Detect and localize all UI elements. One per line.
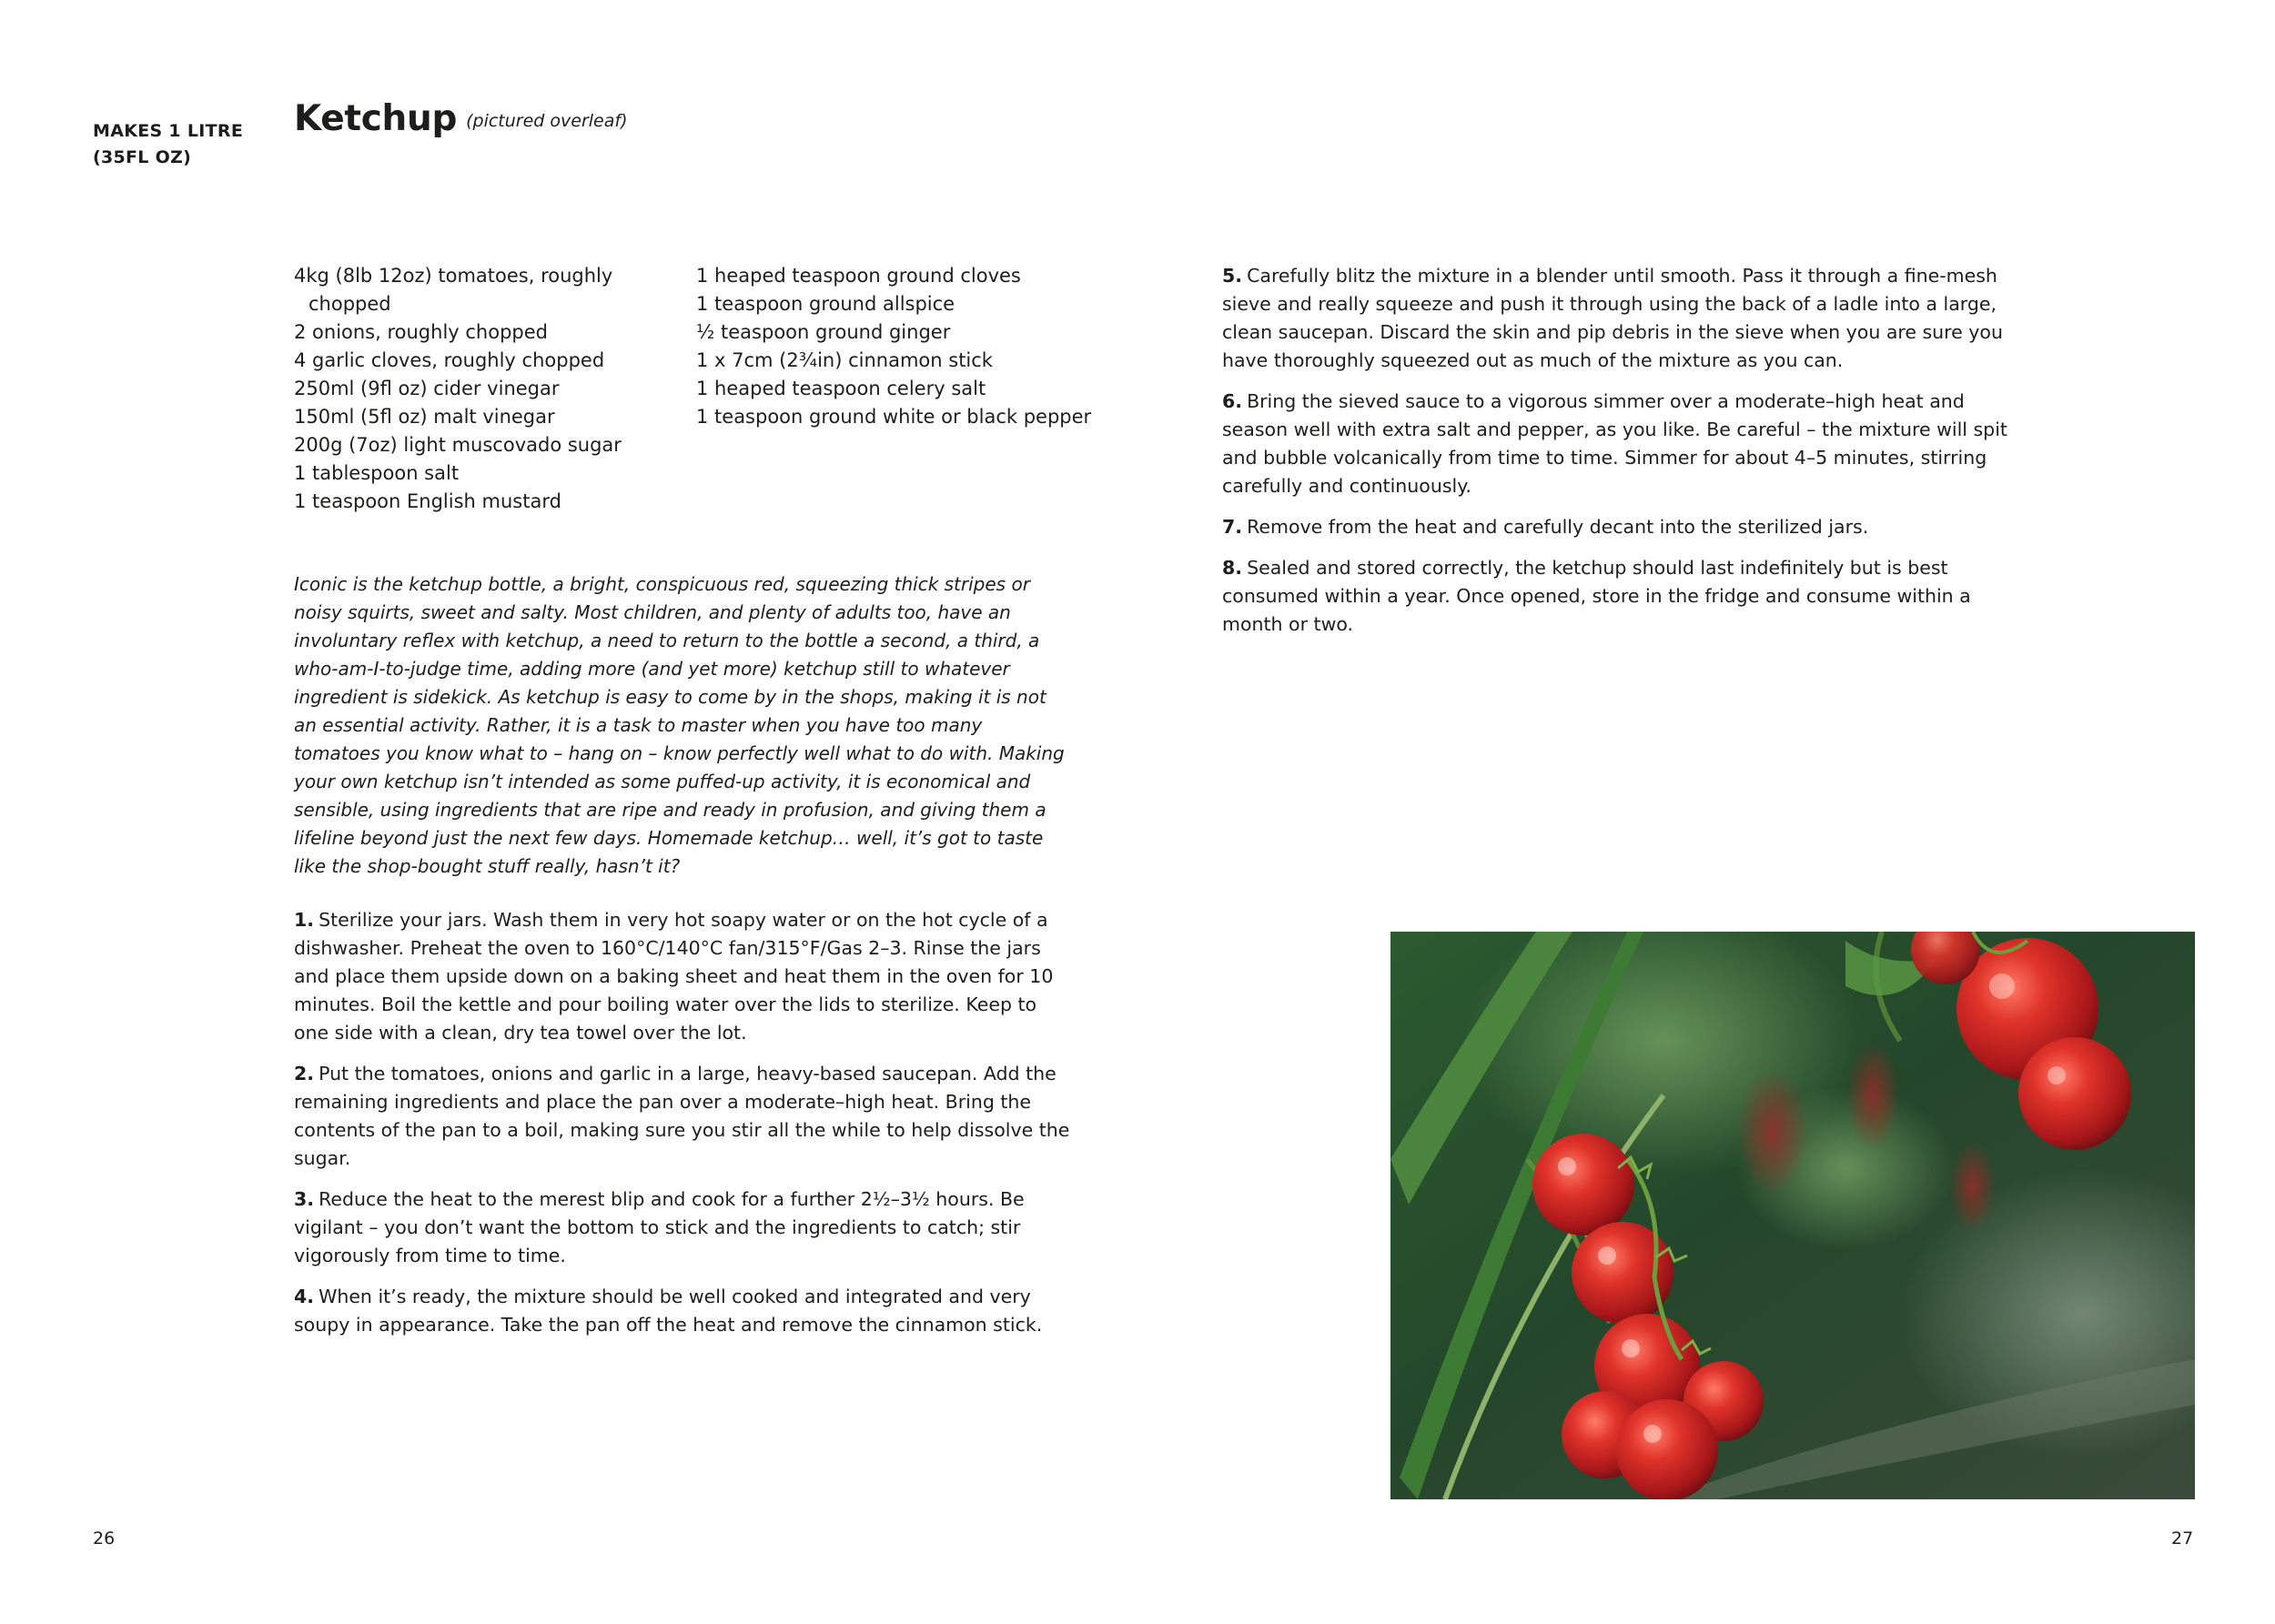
method-steps-right	[1222, 262, 2014, 651]
ingredient-item: 4 garlic cloves, roughly chopped	[294, 349, 605, 371]
ingredient-item: 1 heaped teaspoon celery salt	[696, 378, 986, 399]
title-row	[294, 98, 627, 139]
yield-line-1: MAKES 1 LITRE	[93, 121, 244, 141]
ingredient-item: 4kg (8lb 12oz) tomatoes, roughly chopped	[294, 265, 613, 315]
step-text: Remove from the heat and carefully decant into the sterilized jars.	[1247, 516, 1869, 538]
ingredient-item: 200g (7oz) light muscovado sugar	[294, 434, 622, 456]
ingredient-item: 2 onions, roughly chopped	[294, 321, 548, 343]
page-number-left: 26	[93, 1528, 116, 1548]
step-text: Sealed and stored correctly, the ketchup should last indefinitely but is best consumed within a year. Once opened, store in the fridge and consume within a month or two.	[1222, 557, 1971, 635]
tomato-vine-photo	[1390, 932, 2195, 1499]
step-text: Sterilize your jars. Wash them in very hot soapy water or on the hot cycle of a dishwasher. Preheat the oven to 160°C/140°C fan/315°F/Gas 2–3. Rinse the jars and place them upside down on a baking sheet and heat them in the oven for 10 minutes. Boil the kettle and pour boiling water over the lids to sterilize. Keep to one side with a clean, dry tea towel over the lot.	[294, 909, 1054, 1044]
step-text: Put the tomatoes, onions and garlic in a large, heavy-based saucepan. Add the remaining ingredients and place the pan over a moderate–high heat. Bring the contents of the pan to a boil, making sure you stir all the while to help dissolve the sugar.	[294, 1063, 1070, 1169]
method-steps-left	[294, 906, 1072, 1352]
intro-paragraph: Iconic is the ketchup bottle, a bright, conspicuous red, squeezing thick stripes or noisy squirts, sweet and salty. Most children, and plenty of adults too, have an involuntary reflex with ketchup, a need to return to the bottle a second, a third, a who-am-I-to-judge time, adding more (and yet more) ketchup still to whatever ingredient is sidekick. As ketchup is easy to come by in the shops, making it is not an essential activity. Rather, it is a task to master when you have too many tomatoes you know what to – hang on – know perfectly well what to do with. Making your own ketchup isn’t intended as some puffed-up activity, it is economical and sensible, using ingredients that are ripe and ready in profusion, and giving them a lifeline beyond just the next few days. Homemade ketchup… well, it’s got to taste like the shop-bought stuff really, hasn’t it?	[294, 573, 1065, 877]
method-step	[294, 1185, 1072, 1270]
method-step	[1222, 262, 2014, 375]
ingredient-item: 1 tablespoon salt	[294, 462, 460, 484]
tomato-vine-illustration	[1390, 932, 2195, 1499]
ingredient-item: 150ml (5fl oz) malt vinegar	[294, 406, 555, 428]
step-number: 6.	[1222, 390, 1243, 412]
ingredients-column-1	[294, 262, 640, 516]
ingredient-item: ½ teaspoon ground ginger	[696, 321, 951, 343]
ingredient-item: 1 x 7cm (2¾in) cinnamon stick	[696, 349, 993, 371]
step-text: When it’s ready, the mixture should be well cooked and integrated and very soupy in appearance. Take the pan off the heat and remove the cinnamon stick.	[294, 1286, 1043, 1336]
method-step	[294, 1060, 1072, 1173]
step-number: 1.	[294, 909, 315, 931]
ingredient-item: 1 teaspoon ground allspice	[696, 293, 956, 315]
step-number: 4.	[294, 1286, 315, 1307]
ingredient-item: 1 teaspoon ground white or black pepper	[696, 406, 1092, 428]
step-number: 7.	[1222, 516, 1243, 538]
ingredient-item: 1 heaped teaspoon ground cloves	[696, 265, 1021, 287]
method-step	[294, 906, 1072, 1047]
method-step	[1222, 554, 2014, 639]
step-number: 3.	[294, 1188, 315, 1210]
title-note: (pictured overleaf)	[466, 111, 628, 131]
method-step	[1222, 388, 2014, 500]
ingredient-item: 1 teaspoon English mustard	[294, 490, 561, 512]
step-number: 2.	[294, 1063, 315, 1084]
recipe-yield	[93, 118, 275, 171]
step-text: Reduce the heat to the merest blip and cook for a further 2½–3½ hours. Be vigilant – you don’t want the bottom to stick and the ingredients to catch; stir vigorously from time to time.	[294, 1188, 1025, 1266]
yield-line-2: (35FL OZ)	[93, 147, 192, 167]
recipe-title: Ketchup	[294, 98, 458, 139]
step-number: 8.	[1222, 557, 1243, 579]
ingredients-column-2	[696, 262, 1115, 431]
method-step	[1222, 513, 2014, 541]
page-number-right: 27	[2171, 1528, 2194, 1548]
ingredient-item: 250ml (9fl oz) cider vinegar	[294, 378, 560, 399]
step-text: Bring the sieved sauce to a vigorous simmer over a moderate–high heat and season well with extra salt and pepper, as you like. Be careful – the mixture will spit and bubble volcanically from time to time. Simmer for about 4–5 minutes, stirring carefully and continuously.	[1222, 390, 2007, 497]
method-step	[294, 1283, 1072, 1339]
step-number: 5.	[1222, 265, 1243, 287]
step-text: Carefully blitz the mixture in a blender until smooth. Pass it through a fine-mesh sieve and really squeeze and push it through using the back of a ladle into a large, clean saucepan. Discard the skin and pip debris in the sieve when you are sure you have thoroughly squeezed out as much of the mixture as you can.	[1222, 265, 2003, 371]
